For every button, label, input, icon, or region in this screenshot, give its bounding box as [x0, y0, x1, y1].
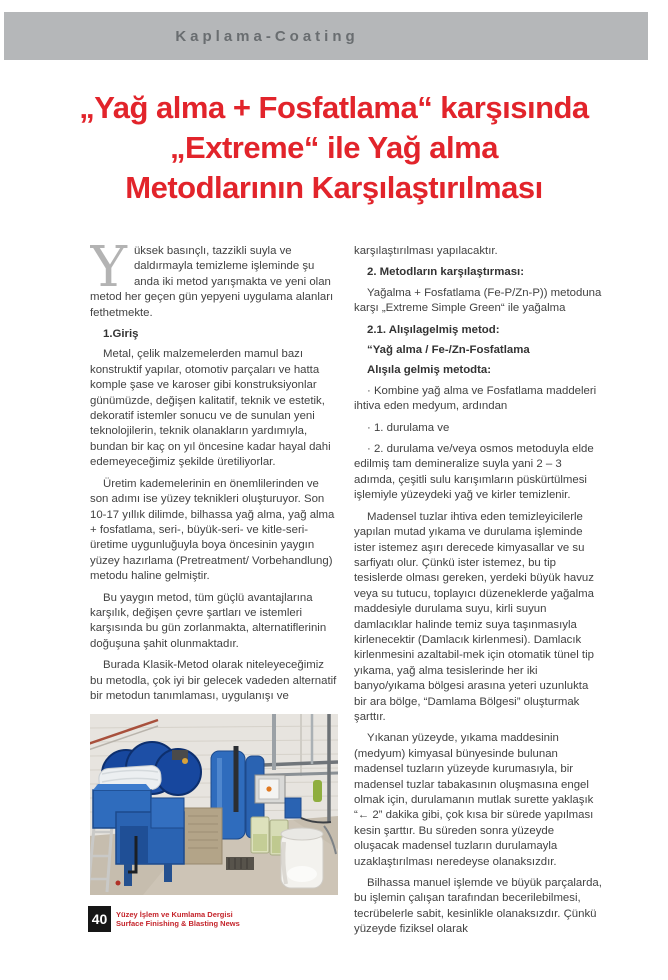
article-title-line3: Metodlarının Karşılaştırılması: [125, 170, 543, 205]
heading-yagalma-fosfatlama: “Yağ alma / Fe-/Zn-Fosfatlama: [367, 344, 530, 357]
paragraph: Yıkanan yüzeyde, yıkama maddesinin (medyum) kimyasal bünyesinde bulunan madensel tuzların yüzeyde kurumasıyla, bir madensel tuzlar tabakasının oluşmasına engel olmak için, durulamanın mutlak surette yaklaşık “← 2” dakika gibi, çok kısa bir sürede yapılması kesin şarttır. Bu süreden sonra yüzeyde oluşacak madensel tuzların durulamayla uzaklaştırılması neredeyse olanaksızdır.: [354, 732, 594, 868]
right-column: [354, 244, 602, 980]
article-title-line1: „Yağ alma + Fosfatlama“ karşısında: [79, 90, 589, 125]
intro-paragraph: Yüksek basınçlı, tazzikli suyla ve daldırmayla temizleme işleminde şu anda iki metod yarışmakta ve yeni olan metod her geçen gün yepyeni uygulama alanları fethetmekte.: [90, 244, 334, 319]
paragraph: Burada Klasik-Metod olarak niteleyeceğimiz bu metodla, çok iyi bir gelecek vadeden alternatif bir metodun tanımlaması, uygulanışı ve: [90, 659, 337, 702]
journal-name-line1: Yüzey İşlem ve Kumlama Dergisi: [116, 910, 233, 919]
heading-alisilagelmis: 2.1. Alışılagelmiş metod:: [367, 323, 500, 336]
article-title-line2: „Extreme“ ile Yağ alma: [170, 130, 498, 165]
heading-giris: 1.Giriş: [103, 328, 139, 341]
journal-name-line2: Surface Finishing & Blasting News: [116, 919, 240, 928]
paragraph: Madensel tuzlar ihtiva eden temizleyicilerle yapılan mutad yıkama ve durulama işleminde ister istemez aşırı derecede kimyasallar ve su sarfiyatı olur. Çünkü ister istemez, bu tip tesislerde olması gereken, yerdeki büyük havuz veya su tutucu, toplayıcı düzeneklerde yağalma maddesiyle durulama suyu, kirli suyun damlacıklar halinde temiz suya taşınmasıyla kirlenecektir (Damlacık kirlenmesi). Damlacık kirlenmesini azaltabil-mek için otomatik tünel tip yıkama, yağ alma tesislerinde her iki banyo/yıkama bölgesi arasına yeteri uzunlukta bir ara bölge, “Damlama Bölgesi” oluşturmak şarttır.: [354, 510, 594, 723]
page-footer: [88, 906, 240, 932]
bullet-item: · 2. durulama ve/veya osmos metoduyla elde edilmiş tam demineralize suyla yani 2 – 3 adımda, çeşitli sulu karışımların püskürtülmesi işlemiyle yüzeydeki yağ ve kirler temizlenir.: [354, 443, 594, 502]
heading-metodlar: 2. Metodların karşılaştırması:: [367, 266, 524, 279]
bullet-item: · Kombine yağ alma ve Fosfatlama maddeleri ihtiva eden medyum, ardından: [354, 384, 597, 413]
paragraph: Üretim kademelerinin en önemlilerinden ve son adımı ise yüzey teknikleri oluşturuyor. Son 10-17 yıllık dilimde, bilhassa yağ alma, yağ alma + fosfatlama, seri-, büyük-seri- ve kitle-seri- üretime uygunluğuyla boya öncesinin yaygın yüzey hazırlama (Pretreatment/ Vorbehandlung) metodu haline gelmiştir.: [90, 477, 335, 583]
paragraph: karşılaştırılması yapılacaktır.: [354, 245, 498, 257]
article-title: [30, 88, 638, 208]
page-number: 40: [88, 906, 111, 932]
paragraph: Metal, çelik malzemelerden mamul bazı konstruktif yapılar, otomotiv parçaları ve hatta komple şase ve karoser gibi konstruksiyonlar günümüzde, değişen kalitatif, teknik ve estetik, dekoratif istemler sonucu ve de sunulan yeni teknolojilerin, teknik olanakların yardımıyla, bundan bir kaç on yıl öncesine kadar hayal dahi edemeyeceğimiz şekilde üretiliyorlar.: [90, 348, 331, 469]
section-label: Kaplama-Coating: [175, 27, 359, 45]
left-column: [90, 244, 338, 980]
machine-room-photo: [90, 714, 338, 895]
paragraph: Yağalma + Fosfatlama (Fe-P/Zn-P)) metoduna karşı „Extreme Simple Green“ ile yağalma: [354, 286, 602, 315]
article-body: [90, 244, 602, 980]
section-header-band: [4, 12, 648, 60]
paragraph: Bilhassa manuel işlemde ve büyük parçalarda, bu işlemin çalışan tarafından becerilebilmesi, tecrübelerle sabit, kesinlikle olanaksızdır. Çünkü yüzeyde fiziksel olarak: [354, 877, 602, 936]
journal-name: [116, 906, 240, 928]
drop-cap: Y: [90, 244, 127, 300]
paragraph: Bu yaygın metod, tüm güçlü avantajlarına karşılık, değişen çevre şartları ve istemleri karşısında bu gün zorlanmakta, alternatiflerinin doğuşuna şahit olunmaktadır.: [90, 591, 327, 650]
heading-alisila-gelmis: Alışıla gelmiş metodta:: [367, 364, 492, 377]
bullet-item: · 1. durulama ve: [367, 421, 450, 434]
